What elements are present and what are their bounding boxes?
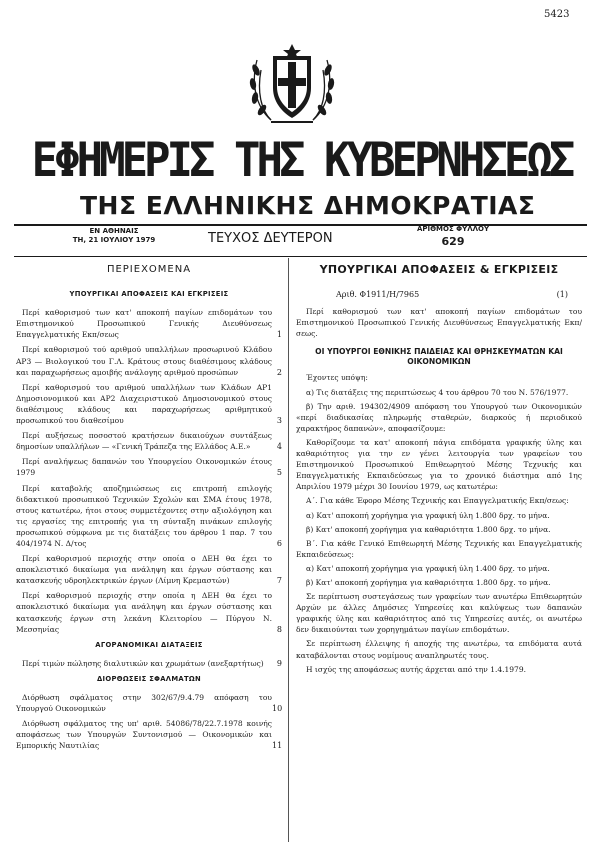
contents-section-title: ΥΠΟΥΡΓΙΚΑΙ ΑΠΟΦΑΣΕΙΣ ΚΑΙ ΕΓΚΡΙΣΕΙΣ [69, 290, 229, 299]
contents-sections [16, 289, 282, 751]
contents-entry [16, 553, 282, 586]
contents-entry-page: 6 [276, 538, 282, 548]
contents-entry-text: Περί καθορισμού τού αριθμού υπαλλήλων προσωρινού Κλάδου ΑΡ3 — Βιολογικού του Γ.Λ. Κράτους στους διαθέσιμους κλάδους και παραχωρήσεως αμοιβής ανάλογης αριθμού προσώπων [16, 345, 272, 377]
contents-entry-text: Διόρθωση σφάλματος της υπ' αριθ. 54086/78/22.7.1978 κοινής αποφάσεως των Υπουργών Συντονισμού — Οικονομικών και Εμπορικής Ναυτιλίας [16, 719, 272, 751]
contents-entry-page: 1 [276, 330, 282, 340]
gazette-title: ΕΦΗΜΕΡΙΣ ΤΗΣ ΚΥΒΕΡΝΗΣΕΩΣ [31, 132, 572, 188]
contents-entry-text: Περί καθορισμού του αριθμού υπαλλήλων των Κλάδων ΑΡ1 Δημοσιονομικού και ΑΡ2 Διαχειριστικού Δημοσιονομικού στους διαθέσιμους κλάδους και παραχωρήσεως αριθμητικού προσωπικού του διαθεσίμου [16, 382, 272, 426]
decision-paragraph: Β΄. Για κάθε Γενικό Επιθεωρητή Μέσης Τεχνικής και Επαγγελματικής Εκπαιδεύσεως: [296, 538, 582, 559]
masthead-bottom-rule [14, 256, 587, 257]
contents-entry [16, 430, 282, 452]
decision-paragraph: Καθορίζουμε τα κατ' αποκοπή πάγια επιδόματα γραφικής ύλης και καθαριότητος για την εν γένει λειτουργία των γραφείων του Επιστημονικού Προσωπικού Επιθεωρητού Μέσης Τεχνικής και Επαγγελματικής Εκπαιδεύσεως για το χρονικό διάστημα από 1ης Απριλίου 1979 μέχρι 30 Ιουνίου 1979, ως κατωτέρω: [296, 437, 582, 492]
decision-paragraph: β) Την αριθ. 194302/4909 απόφαση του Υπουργού των Οικονομικών «περί διαδικασίας πληρωμής σταθερών, διαρκούς ή περιοδικού χαρακτήρος δαπανών», αποφασίζουμε: [296, 401, 582, 433]
sheet-number-label: ΑΡΙΘΜΟΣ ΦΥΛΛΟΥ [416, 225, 490, 233]
decision-paragraph: α) Τις διατάξεις της περιπτώσεως 4 του άρθρου 70 του Ν. 576/1977. [306, 387, 569, 397]
decision-authority: ΟΙ ΥΠΟΥΡΓΟΙ ΕΘΝΙΚΗΣ ΠΑΙΔΕΙΑΣ ΚΑΙ ΘΡΗΣΚΕΥΜΑΤΩΝ ΚΑΙ ΟΙΚΟΝΟΜΙΚΩΝ [315, 347, 563, 367]
issue-date-block [64, 227, 164, 245]
contents-column [16, 264, 282, 755]
contents-section-title: ΑΓΟΡΑΝΟΜΙΚΑΙ ΔΙΑΤΑΞΕΙΣ [95, 640, 203, 649]
decision-paragraph: Η ισχύς της αποφάσεως αυτής άρχεται από την 1.4.1979. [306, 664, 526, 674]
sheet-number: 629 [441, 235, 465, 248]
contents-entry-page: 11 [272, 741, 283, 751]
contents-entry [16, 456, 282, 478]
decision-number-line [296, 289, 582, 300]
contents-entry [16, 382, 282, 426]
decision-subject: Περί καθορισμού των κατ' αποκοπή παγίων επιδομάτων του Επιστημονικού Προσωπικού Γενικής Διευθύνσεως Επαγγελματικής Εκπ/σεως. [296, 307, 582, 339]
decision-paragraph: β) Κατ' αποκοπή χορήγημα για καθαριότητα 1.800 δρχ. το μήνα. [306, 524, 551, 534]
decision-paragraph: Σε περίπτωση συστεγάσεως των γραφείων των ανωτέρω Επιθεωρητών Αρχών με άλλες Δημόσιες Υπηρεσίες και καλύψεως των δαπανών γραφικής ύλης και καθαριότητος από τις Υπηρεσίες αυτές, οι ανωτέρω δεν δικαιούνται των χορηγημάτων παγίων επιδομάτων. [296, 592, 582, 635]
contents-entry-page: 3 [276, 416, 282, 426]
contents-entry-page: 10 [272, 704, 283, 714]
decision-number: Αριθ. Φ1911/Η/7965 [336, 290, 420, 300]
decisions-heading: ΥΠΟΥΡΓΙΚΑΙ ΑΠΟΦΑΣΕΙΣ & ΕΓΚΡΙΣΕΙΣ [319, 263, 559, 276]
contents-entry [16, 307, 282, 340]
contents-entry-text: Περί αναλήψεως δαπανών του Υπουργείου Οικονομικών έτους 1979 [16, 457, 272, 478]
contents-entry-text: Περί καταβολής αποζημιώσεως εις επιτροπή επιλογής διδακτικού προσωπικού Τεχνικών Σχολών και ΣΜΑ έτους 1978, στους κατωτέρω, ήτοι στους συμμετέχοντες στην αξιολόγηση και τις εργασίες της επιτροπής για τη σύνταξη πινάκων επιλογής προσωπικού σύμφωνα με τις διατάξεις του άρθρου 1 παρ. 7 του 404/1974 Ν. Δ/τος [16, 483, 272, 548]
contents-entry-page: 9 [276, 658, 282, 668]
decision-paragraph: α) Κατ' αποκοπή χορήγημα για γραφική ύλη 1.800 δρχ. το μήνα. [306, 510, 550, 520]
sheet-number-block [408, 225, 498, 248]
issue-date: ΤΗ, 21 ΙΟΥΛΙΟΥ 1979 [72, 236, 156, 244]
decision-paragraph: β) Κατ' αποκοπή χορήγημα για καθαριότητα 1.800 δρχ. το μήνα. [306, 577, 551, 587]
decision-considering: Έχοντες υπόψη: [306, 373, 368, 383]
decision-item-marker: (1) [556, 290, 568, 300]
contents-entry-text: Περί τιμών πώλησης διαλυτικών και χρωμάτων (ανεξαρτήτως) [22, 658, 264, 668]
contents-section-title: ΔΙΟΡΘΩΣΕΙΣ ΣΦΑΛΜΑΤΩΝ [97, 674, 201, 683]
contents-entry [16, 483, 282, 550]
decision-paragraph: Α΄. Για κάθε Έφορο Μέσης Τεχνικής και Επαγγελματικής Εκπ/σεως: [306, 496, 569, 506]
coat-of-arms-emblem [247, 40, 337, 130]
page-number: 5423 [544, 9, 570, 20]
decision-paragraph: α) Κατ' αποκοπή χορήγημα για γραφική ύλη 1.400 δρχ. το μήνα. [306, 563, 550, 573]
contents-entry-page: 5 [276, 468, 282, 478]
contents-entry [16, 658, 282, 669]
issue-type: ΤΕΥΧΟΣ ΔΕΥΤΕΡΟΝ [208, 231, 333, 246]
issue-place: ΕΝ ΑΘΗΝΑΙΣ [89, 227, 139, 235]
contents-entry-page: 8 [276, 624, 282, 634]
contents-entry-text: Περί αυξήσεως ποσοστού κρατήσεων δικαιούχων συντάξεως δημοσίων υπαλλήλων — «Γενική Τράπεζα της Ελλάδος Α.Ε.» [16, 431, 272, 452]
contents-entry [16, 718, 282, 751]
decision-paragraph: Σε περίπτωση έλλειψης ή αποχής της ανωτέρω, τα επιδόματα αυτά καταβάλονται στους νομίμους αναπληρωτές τους. [296, 639, 582, 660]
issue-info-bar [0, 223, 601, 255]
contents-entry-text: Περί καθορισμού των κατ' αποκοπή παγίων επιδομάτων του Επιστημονικού Προσωπικού Γενικής Διευθύνσεως Επαγγελματικής Εκπ/σεως [16, 308, 272, 340]
contents-entry [16, 590, 282, 634]
contents-entry-page: 2 [276, 367, 282, 377]
column-divider [288, 258, 289, 842]
contents-entry-text: Περί καθορισμού περιοχής στην οποία η ΔΕΗ θα έχει το αποκλειστικό δικαίωμα για ανάληψη και έργων σύστασης και κατασκευής έργων στη λεκάνη Κλειτορίου — Πύργου Ν. Μεσσηνίας [16, 591, 272, 634]
contents-entry-text: Περί καθορισμού περιοχής στην οποία ο ΔΕΗ θα έχει το αποκλειστικό δικαίωμα για ανάληψη και έργων σύστασης και κατασκευής υδροηλεκτρικών έργων (Λίμνη Κρεμαστών) [16, 554, 272, 586]
contents-entry-page: 4 [276, 442, 282, 452]
gazette-subtitle: ΤΗΣ ΕΛΛΗΝΙΚΗΣ ΔΗΜΟΚΡΑΤΙΑΣ [80, 191, 536, 220]
contents-entry-page: 7 [276, 576, 282, 586]
decisions-column [296, 264, 582, 678]
contents-entry [16, 692, 282, 714]
decision-body [296, 387, 582, 675]
contents-entry-text: Διόρθωση σφάλματος στην 302/67/9.4.79 απόφαση του Υπουργού Οικονομικών [16, 693, 272, 714]
contents-heading: ΠΕΡΙΕΧΟΜΕΝΑ [106, 264, 192, 275]
contents-entry [16, 344, 282, 377]
